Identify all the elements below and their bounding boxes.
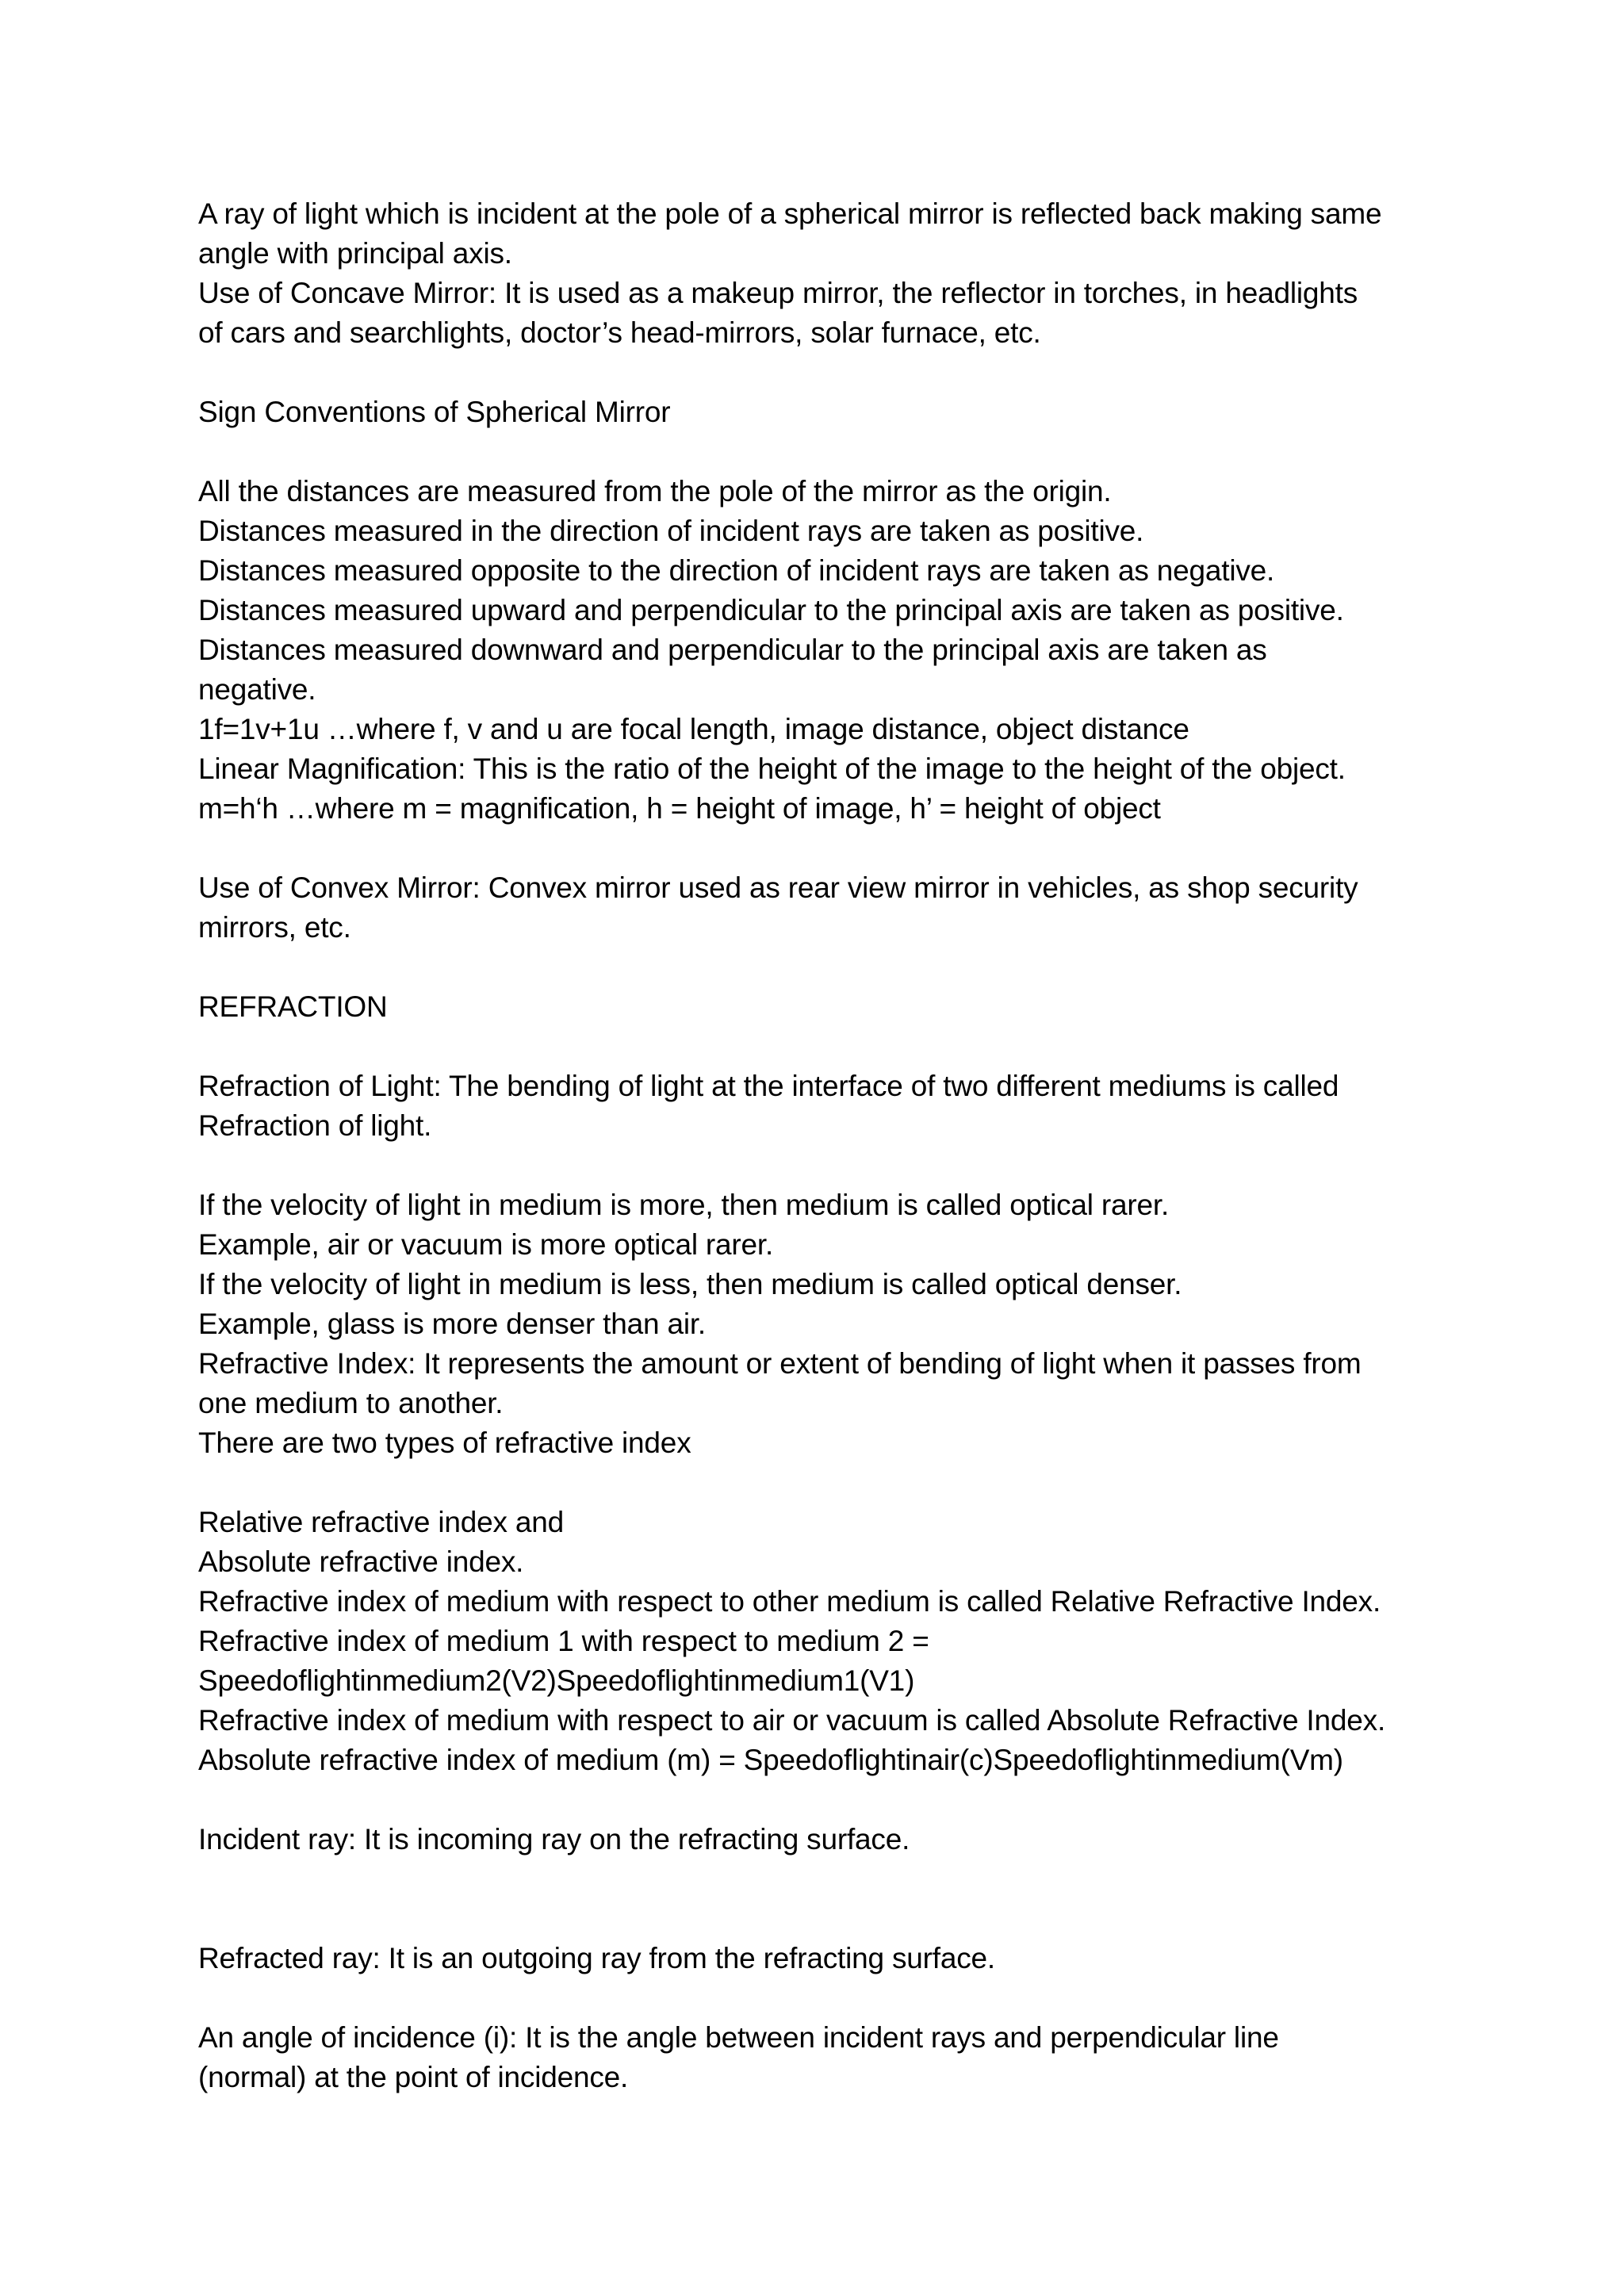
paragraph-line: Example, air or vacuum is more optical rarer. [198,1228,774,1261]
list-item: Relative refractive index and [198,1506,565,1538]
list-item: Absolute refractive index. [198,1545,524,1578]
blank-line [198,432,1467,472]
paragraph-line: Use of Convex Mirror: Convex mirror used as rear view mirror in vehicles, as shop security [198,871,1358,904]
paragraph-line: of cars and searchlights, doctor’s head-mirrors, solar furnace, etc. [198,316,1041,349]
paragraph-line: Refraction of Light: The bending of light at the interface of two different mediums is called [198,1070,1339,1102]
section-heading: REFRACTION [198,990,388,1023]
paragraph-line: Refraction of light. [198,1109,432,1142]
paragraph-line: If the velocity of light in medium is less, then medium is called optical denser. [198,1268,1182,1300]
paragraph-line: (normal) at the point of incidence. [198,2061,629,2093]
paragraph-line: Incident ray: It is incoming ray on the refracting surface. [198,1823,910,1855]
blank-line [198,1859,1467,1939]
formula-line: Speedoflightinmedium2(V2)Speedoflightinmedium1(V1) [198,1664,915,1697]
paragraph-line: Use of Concave Mirror: It is used as a makeup mirror, the reflector in torches, in headlights [198,277,1358,309]
blank-line [198,1146,1467,1185]
document-body [198,194,1467,2097]
paragraph-line: Refractive index of medium 1 with respect to medium 2 = [198,1625,929,1657]
formula-line: Absolute refractive index of medium (m) = Speedoflightinair(c)Speedoflightinmedium(Vm) [198,1744,1343,1776]
paragraph-line: There are two types of refractive index [198,1427,691,1459]
blank-line [198,1027,1467,1067]
paragraph-line: Distances measured in the direction of incident rays are taken as positive. [198,515,1144,547]
paragraph-line: Example, glass is more denser than air. [198,1308,707,1340]
blank-line [198,1978,1467,2018]
formula-line: m=h‘h …where m = magnification, h = height of image, h’ = height of object [198,792,1161,825]
blank-line [198,1463,1467,1503]
paragraph-line: Refractive index of medium with respect to air or vacuum is called Absolute Refractive Index. [198,1704,1386,1737]
blank-line [198,1780,1467,1820]
paragraph-line: An angle of incidence (i): It is the angle between incident rays and perpendicular line [198,2021,1279,2054]
formula-line: 1f=1v+1u …where f, v and u are focal length, image distance, object distance [198,713,1189,745]
paragraph-line: angle with principal axis. [198,237,512,270]
paragraph-line: A ray of light which is incident at the pole of a spherical mirror is reflected back making same [198,197,1382,230]
paragraph-line: Distances measured opposite to the direction of incident rays are taken as negative. [198,554,1275,587]
paragraph-line: Distances measured upward and perpendicular to the principal axis are taken as positive. [198,594,1344,626]
paragraph-line: negative. [198,673,316,706]
paragraph-line: Linear Magnification: This is the ratio of the height of the image to the height of the object. [198,753,1346,785]
paragraph-line: Refractive index of medium with respect to other medium is called Relative Refractive Index. [198,1585,1381,1618]
paragraph-line: All the distances are measured from the pole of the mirror as the origin. [198,475,1112,507]
paragraph-line: Refractive Index: It represents the amount or extent of bending of light when it passes from [198,1347,1362,1380]
blank-line [198,353,1467,393]
paragraph-line: mirrors, etc. [198,911,351,944]
section-heading: Sign Conventions of Spherical Mirror [198,396,671,428]
paragraph-line: Distances measured downward and perpendicular to the principal axis are taken as [198,634,1267,666]
paragraph-line: Refracted ray: It is an outgoing ray from the refracting surface. [198,1942,995,1974]
blank-line [198,829,1467,868]
paragraph-line: If the velocity of light in medium is more, then medium is called optical rarer. [198,1189,1170,1221]
blank-line [198,948,1467,987]
paragraph-line: one medium to another. [198,1387,504,1419]
